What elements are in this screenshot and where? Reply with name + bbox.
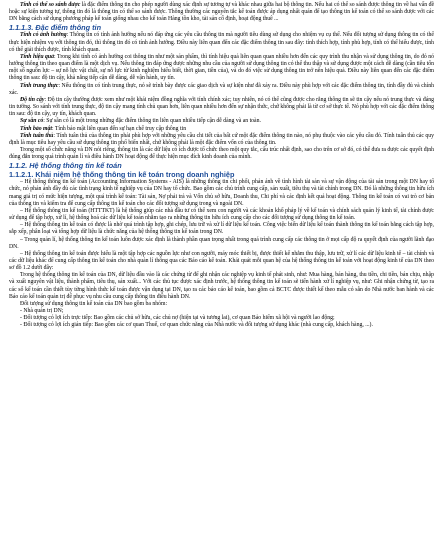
paragraph-input-data: Trong hệ thống thông tin kế toán của DN, dữ liệu đầu vào là các chứng từ để ghi nhận các nghiệp vụ kinh tế phát sinh, như: Mua hàng, bán hàng, thu tiền, chi tiền, bán chịu, nhập và xuất nguyên vật liệu, thành phẩm, tiêu thụ, sản xuất... Với các thủ tục được xác định trước, hệ thống thông tin kế toán sẽ tiến hành xử lí nghiệp vụ, như: Ghi nhận chứng từ, tạo ra các sổ kế toán cần thiết tùy từng hình thức kế toán được vận dụng tại DN, tạo ra các báo cáo kế toán, bao gồm cả BCTC được thiết kế theo mẫu có sẵn do Nhà nước ban hành và các Báo cáo kế toán quản trị để phục vụ nhu cầu cung cấp thông tin điều hành DN.	[9, 272, 434, 300]
term-faithfulness: Tính trung thực	[20, 82, 59, 89]
paragraph-management-role: – Trong quản lí, hệ thống thông tin kế toán luôn được xác định là thành phần quan trọng nhất trong quá trình cung cấp các thông tin ở mọi cấp độ ra quyết định của người lãnh đạo DN.	[9, 236, 434, 250]
heading-ais-concept: 1.1.2.1. Khái niệm hệ thống thông tin kế toán trong doanh nghiệp	[9, 170, 235, 180]
paragraph-effectiveness: Tính có ảnh hưởng: Thông tin có tính ảnh hưởng nếu nó đáp ứng các yêu cầu thông tin mà người tiêu dùng sử dụng cho nhiệm vụ cụ thể. Nếu đối tượng sử dụng thông tin có thể thực hiện nhiệm vụ với thông tin đó, thì thông tin đó có tính ảnh hưởng. Điều này liên quan đến các đặc điểm thông tin sau đây: tính thích hợp, tính phù hợp, tính có thể hiểu được, tính có thể giải thích được, tính khách quan.	[9, 32, 434, 53]
list-item-managers: - Nhà quản trị DN;	[20, 308, 64, 315]
paragraph-data-processing: – Hệ thống thông tin kế toán có được là nhờ quá trình tập hợp, ghi chép, lưu trữ và xử lí dữ liệu kế toán. Công việc biến dữ liệu kế toán thành thông tin kế toán bằng cách tập hợp, sắp xếp, phân loại và tổng hợp dữ liệu là chức năng của hệ thống thông tin kế toán trong DN.	[9, 222, 434, 236]
term-effectiveness: Tính có ảnh hưởng	[20, 32, 67, 39]
heading-accounting-information-system: 1.1.2. Hệ thống thông tin kế toán	[9, 161, 122, 171]
term-reliability: Độ tin cậy	[20, 96, 45, 103]
paragraph-summary: Trong một số chức năng và DN nói riêng, thông tin là các dữ liệu có ích được tổ chức theo một quy tắc, cấu trúc nhất định, sao cho trên cơ sở đó, có thể đưa ra được các quyết định đúng đắn trong quá trình quản lí và điều hành DN hoạt động để thực hiện mục đích kinh doanh của mình.	[9, 146, 434, 161]
term-efficiency: Tính hiệu quả	[20, 53, 55, 60]
term-compliance: Tính tuân thủ	[20, 132, 54, 139]
paragraph-compliance: Tính tuân thủ: Tính tuân thủ của thông tin phải phù hợp với những yêu cầu chi tiết của bất cứ một đặc điểm thông tin nào, nó phụ thuộc vào các yêu cầu đó. Tính tuân thủ các quy định là mục tiêu hay yêu cầu sử dụng thông tin phổ biến nhất, chứ không phải là một đặc điểm vốn có của thông tin.	[9, 132, 434, 146]
paragraph-efficiency: Tính hiệu quả: Trong khi tính có ảnh hưởng coi thông tin như một sản phẩm, thì tính hiệu quả liên quan quan nhiều hơn đến các quy trình thu nhận và sử dụng thông tin, do đó nó hướng thông tin theo quan điểm là một dịch vụ. Nếu thông tin đáp ứng được những nhu cầu của người sử dụng thông tin có thể thu thập và sử dụng được một cách dễ dàng (cần tiêu tốn một số nguồn lực – sự nỗ lực vật chất, sự nỗ lực từ kinh nghiệm hiểu biết, thời gian, tiền của), và do đó việc sử dụng thông tin trở nên hiệu quả. Điều này liên quan đến các đặc điểm thông tin sau: độ tin cậy, khả năng tiếp cận dễ dàng, dễ vận hành, uy tín.	[9, 53, 434, 82]
heading-information-characteristics: 1.1.1.3. Đặc điểm thông tin	[9, 23, 102, 33]
paragraph-comparability: Tính có thể so sánh được là đặc điểm thông tin cho phép người dùng xác định sự tương tự và khác nhau giữa hai bộ thông tin. Nếu hai có thể so sánh được thông tin về hai vấn đề hoặc sự kiện tương tự, thông tin đó là thông tin có thể so sánh được. Thông thường các nguyên tắc kế toán được áp dụng nhất quán để tạo thông tin kế toán có thể so sánh được với các DN bằng cách sử dụng phương pháp kế toán giống nhau cho kế toán Hàng tồn kho, tài sản cố định, hoạt động thuê ...	[9, 2, 434, 23]
term-availability: Sự sẵn có	[20, 118, 44, 125]
paragraph-resources: – Hệ thống thông tin kế toán được hiểu là một tập hợp các nguồn lực như con người, máy móc thiết bị, được thiết kế nhằm thu thập, lưu trữ, xử lí các dữ liệu kinh tế – tài chính và các dữ liệu khác để cung cấp thông tin kế toán cho nhà quản lí thông qua các Báo cáo kế toán. Khái quát mỗi quan hệ của hệ thống thông tin kế toán với hoạt động kinh tế của DN theo sơ đồ 1.2 dưới đây:	[9, 250, 434, 272]
paragraph-httttkt: – Hệ thống thông tin kế toán (HTTTKT) là hệ thống giúp các nhà đầu tư có thể xem con người và các khoản khổ pháp lý về kế toán và chính sách quản lý kinh tế, tài chính được sử dụng để tập hợp, xử lí, hệ thống hoá các dữ liệu kế toán nhằm tạo ra những thông tin hữu ích cung cấp cho các đối tượng sử dụng thông tin kế toán.	[9, 207, 434, 222]
list-item-direct-interest: - Đối tượng có lợi ích trực tiếp: Bao gồm các chủ sở hữu, các chủ nợ (hiện tại và tương lai), cơ quan Bảo hiểm xã hội và người lao động;	[20, 315, 335, 322]
term-confidentiality: Tính bảo mật	[20, 125, 52, 132]
paragraph-faithfulness: Tính trung thực: Nếu thông tin có tính trung thực, nó sẽ trình bày được các giao dịch và sự kiện như đã xảy ra. Điều này phù hợp với các đặc điểm thông tin, tính đầy đủ và chính xác.	[9, 82, 435, 96]
paragraph-ais-definition: – Hệ thống thông tin kế toán (Accounting Information Systems - AIS) là những thông tin chi phối, phản ánh về tình hình tài sản và sự vận động của tài sản trong một DN hay tổ chức, nó phản ánh đầy đủ các tình trạng kinh tế nghiệp vụ của DN hay tổ chức. Bao gồm các chủ trình cung cấp, sản xuất, tiêu thụ và tài chính trong DN. Đó là những thông tin hữu ích mang giá trị có mức hiện tượng, một quá trình kế toán: Tài sản, Nợ phải trả và Vốn chủ sở hữu, Doanh thu, Chi phí và các định kết quả hoạt động. Thông tin kế toán có vai trò cơ bản của thông tin và kiểm tra để cung cấp thông tin kế toán cho các đối tượng sử dụng trong và ngoài DN.	[9, 179, 434, 207]
paragraph-reliability: Độ tin cậy: Độ tin cậy thường được xem như một khái niệm đồng nghĩa với tính chính xác; tuy nhiên, nó có thể cũng được cho rằng thông tin sẽ tin cậy nếu nó trung thực và đáng tin tưởng. So sánh với tính trung thực, độ tin cậy mang tính chủ quan hơn, liên quan nhiều hơn đến sự nhận thức, chứ không phải là từ cơ sở thực tế. Nó phù hợp với các đặc điểm thông tin sau: độ tin cậy, uy tín, khách quan.	[9, 96, 434, 118]
list-item-indirect-interest: - Đối tượng có lợi ích gián tiếp: Bao gồm các cơ quan Thuế, cơ quan chức năng của Nhà nước và đối tượng sử dụng khác (nhà cung cấp, khách hàng, ...).	[20, 322, 373, 329]
paragraph-availability: Sự sẵn có: Sự sẵn có là một trong những đặc điểm thông tin liên quan nhiều tiếp cận dễ dàng và an toàn.	[20, 118, 261, 125]
paragraph-user-groups: Đối tượng sử dụng thông tin kế toán của DN bao gồm ba nhóm:	[20, 300, 168, 307]
paragraph-confidentiality: Tính bảo mật: Tính bảo mật liên quan đến sự hạn chế truy cập thông tin	[20, 125, 187, 132]
term-comparability: Tính có thể so sánh được	[20, 2, 81, 8]
